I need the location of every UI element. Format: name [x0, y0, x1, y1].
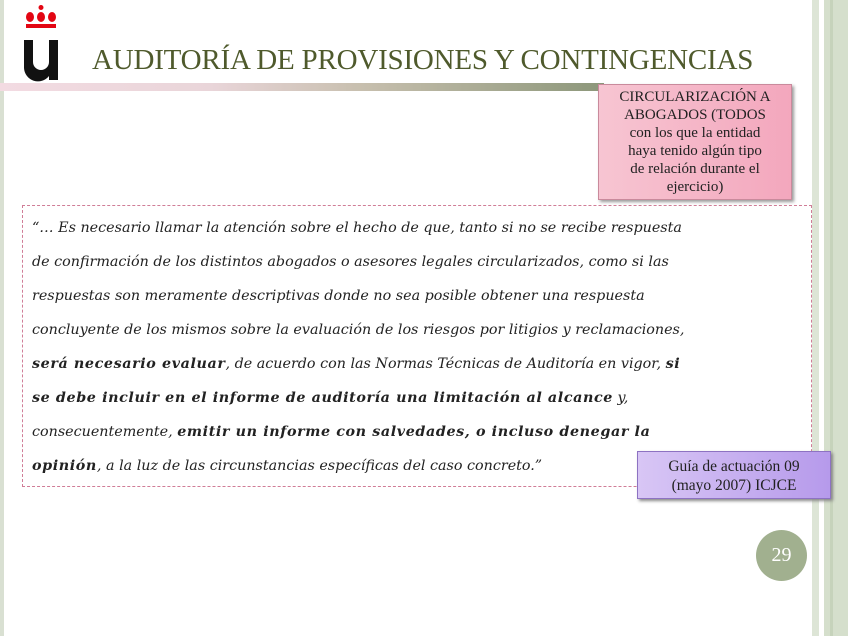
quote-segment: , de acuerdo con las Normas Técnicas de Auditoría en vigor,	[225, 356, 666, 372]
callout-source	[637, 451, 831, 499]
quote-segment: consecuentemente,	[32, 424, 178, 440]
callout-line: ejercicio)	[666, 179, 724, 195]
page-number-badge: 29	[756, 530, 807, 581]
quote-segment: concluyente de los mismos sobre la evaluación de los riesgos por litigios y reclamaciones,	[32, 322, 685, 338]
callout-line: con los que la entidad	[629, 125, 761, 141]
quote-line	[32, 284, 802, 318]
quote-line	[32, 352, 802, 386]
quote-text	[32, 216, 802, 488]
right-decoration-line	[830, 0, 833, 636]
quote-bold-segment: si	[665, 356, 681, 372]
callout-line: haya tenido algún tipo	[628, 143, 762, 159]
quote-line	[32, 250, 802, 284]
callout-line: CIRCULARIZACIÓN A	[619, 89, 771, 105]
university-logo	[20, 4, 64, 82]
quote-bold-segment: será necesario evaluar	[32, 356, 226, 372]
callout-line: ABOGADOS (TODOS	[624, 107, 766, 123]
quote-segment: , a la luz de las circunstancias específicas del caso concreto.”	[96, 458, 543, 474]
left-border	[0, 0, 4, 636]
slide-title: AUDITORÍA DE PROVISIONES Y CONTINGENCIAS	[92, 44, 754, 76]
quote-bold-segment: emitir un informe con salvedades, o incluso denegar la	[177, 424, 651, 440]
quote-segment: “… Es necesario llamar la atención sobre el hecho de que, tanto si no se recibe respuesta	[32, 220, 682, 236]
callout-line: de relación durante el	[630, 161, 760, 177]
quote-line	[32, 420, 802, 454]
quote-line	[32, 318, 802, 352]
quote-bold-segment: se debe incluir en el informe de auditoría una limitación al alcance	[32, 390, 613, 406]
quote-segment: de confirmación de los distintos abogados o asesores legales circularizados, como si las	[32, 254, 669, 270]
source-line: (mayo 2007) ICJCE	[671, 477, 797, 494]
quote-segment: y,	[613, 390, 629, 406]
right-decoration	[812, 0, 819, 636]
quote-line	[32, 386, 802, 420]
quote-segment: respuestas son meramente descriptivas donde no sea posible obtener una respuesta	[32, 288, 645, 304]
title-underline	[0, 83, 604, 91]
quote-line	[32, 216, 802, 250]
callout-circularizacion	[598, 84, 792, 200]
right-decoration-band	[824, 0, 848, 636]
quote-bold-segment: opinión	[32, 458, 97, 474]
source-line: Guía de actuación 09	[668, 458, 800, 475]
